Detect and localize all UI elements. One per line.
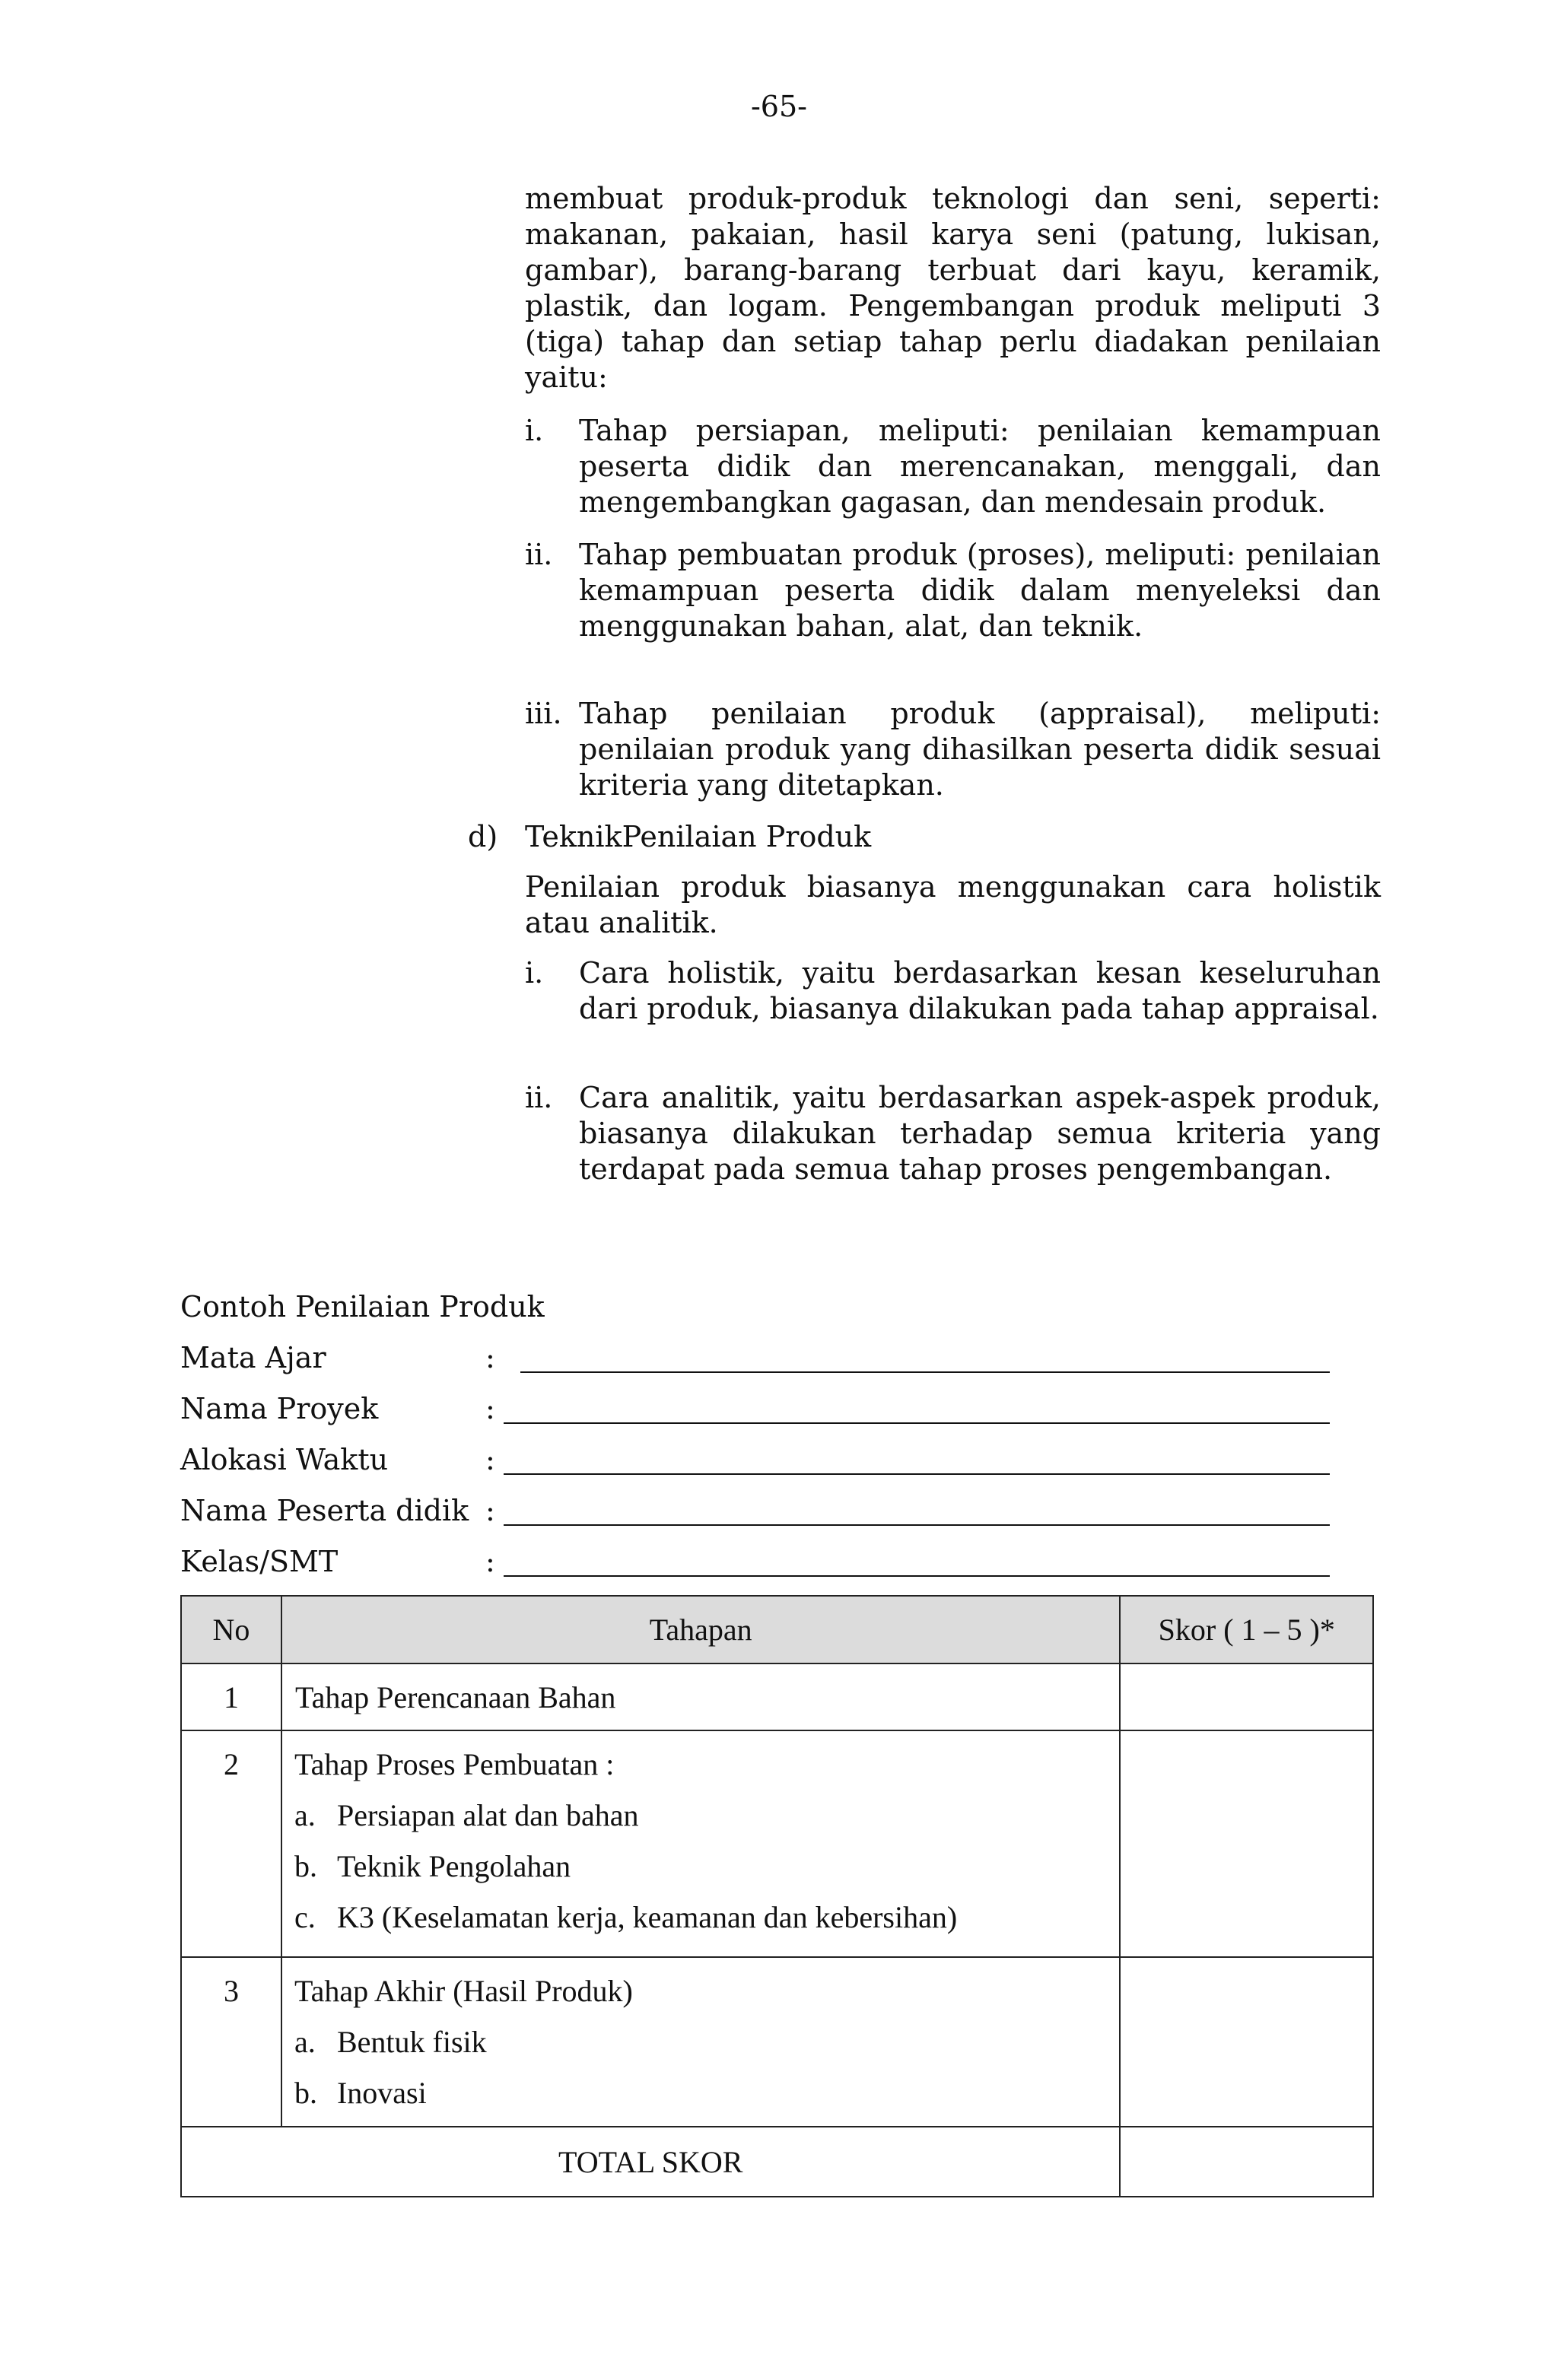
technique-item	[525, 955, 1381, 1027]
row-subitem: b. Inovasi	[294, 2076, 427, 2110]
form-label-nama-proyek: Nama Proyek	[180, 1392, 379, 1425]
technique-item	[525, 1080, 1381, 1187]
stage-marker: i.	[525, 414, 544, 447]
form-colon: :	[485, 1341, 495, 1374]
form-label-kelas-smt: Kelas/SMT	[180, 1545, 339, 1578]
stage-marker: iii.	[525, 697, 562, 730]
row-title: Tahap Proses Pembuatan :	[294, 1747, 615, 1781]
row-title: Tahap Perencanaan Bahan	[294, 1680, 616, 1714]
stage-text: Tahap penilaian produk (appraisal), meliputi: penilaian produk yang dihasilkan peserta didik sesuai kriteria yang ditetapkan.	[579, 697, 1381, 802]
score-table	[180, 1595, 1374, 2197]
stage-item	[525, 537, 1381, 644]
row-subitem: b. Teknik Pengolahan	[294, 1849, 571, 1883]
form-title: Contoh Penilaian Produk	[180, 1290, 545, 1323]
table-row	[181, 1957, 1373, 2127]
row-subitem: a. Bentuk fisik	[294, 2025, 487, 2059]
stage-item	[525, 413, 1381, 520]
header-no: No	[181, 1596, 281, 1663]
stage-text: Tahap pembuatan produk (proses), meliputi: penilaian kemampuan peserta didik dalam menyeleksi dan menggunakan bahan, alat, dan teknik.	[579, 538, 1381, 643]
page-number: -65-	[750, 90, 808, 123]
section-d-heading	[468, 819, 871, 855]
form-label-nama-peserta: Nama Peserta didik	[180, 1494, 469, 1527]
form-line-nama-peserta[interactable]	[504, 1524, 1330, 1526]
form-colon: :	[485, 1494, 495, 1527]
stage-marker: ii.	[525, 538, 553, 571]
row-title: Tahap Akhir (Hasil Produk)	[294, 1974, 633, 2008]
form-colon: :	[485, 1545, 495, 1578]
table-row	[181, 1730, 1373, 1957]
row-stage	[281, 1957, 1121, 2127]
score-cell[interactable]	[1120, 1957, 1373, 2127]
total-score-cell[interactable]	[1120, 2127, 1373, 2197]
row-stage	[281, 1730, 1121, 1957]
section-d-paragraph: Penilaian produk biasanya menggunakan cara holistik atau analitik.	[525, 870, 1381, 939]
row-stage	[281, 1663, 1121, 1730]
technique-text: Cara analitik, yaitu berdasarkan aspek-aspek produk, biasanya dilakukan terhadap semua kriteria yang terdapat pada semua tahap proses pengembangan.	[579, 1081, 1381, 1186]
row-subitem: c. K3 (Keselamatan kerja, keamanan dan kebersihan)	[294, 1900, 958, 1934]
header-stage: Tahapan	[281, 1596, 1121, 1663]
total-row	[181, 2127, 1373, 2197]
stage-text: Tahap persiapan, meliputi: penilaian kemampuan peserta didik dan merencanakan, menggali, dan mengembangkan gagasan, dan mendesain produk.	[579, 414, 1381, 519]
row-subitem: a. Persiapan alat dan bahan	[294, 1798, 639, 1832]
form-line-kelas-smt[interactable]	[504, 1575, 1330, 1577]
table-row	[181, 1663, 1373, 1730]
technique-text: Cara holistik, yaitu berdasarkan kesan keseluruhan dari produk, biasanya dilakukan pada tahap appraisal.	[579, 956, 1381, 1025]
score-cell[interactable]	[1120, 1663, 1373, 1730]
stage-item	[525, 696, 1381, 803]
form-colon: :	[485, 1392, 495, 1425]
row-no: 3	[181, 1957, 281, 2127]
form-label-alokasi-waktu: Alokasi Waktu	[180, 1443, 389, 1476]
technique-marker: i.	[525, 956, 544, 990]
form-line-alokasi-waktu[interactable]	[504, 1473, 1330, 1475]
row-no: 1	[181, 1663, 281, 1730]
score-cell[interactable]	[1120, 1730, 1373, 1957]
section-d-marker: d)	[468, 820, 498, 853]
row-no: 2	[181, 1730, 281, 1957]
header-score: Skor ( 1 – 5 )*	[1120, 1596, 1373, 1663]
technique-marker: ii.	[525, 1081, 553, 1114]
form-line-nama-proyek[interactable]	[504, 1422, 1330, 1424]
form-label-mata-ajar: Mata Ajar	[180, 1341, 326, 1374]
form-line-mata-ajar[interactable]	[520, 1371, 1330, 1373]
table-header-row	[181, 1596, 1373, 1663]
section-d-title: TeknikPenilaian Produk	[525, 820, 872, 853]
intro-paragraph: membuat produk-produk teknologi dan seni, seperti: makanan, pakaian, hasil karya seni (patung, lukisan, gambar), barang-barang terbuat dari kayu, keramik, plastik, dan logam. Pengembangan produk meliputi 3 (tiga) tahap dan setiap tahap perlu diadakan penilaian yaitu:	[525, 182, 1381, 394]
form-colon: :	[485, 1443, 495, 1476]
total-label: TOTAL SKOR	[181, 2127, 1120, 2197]
